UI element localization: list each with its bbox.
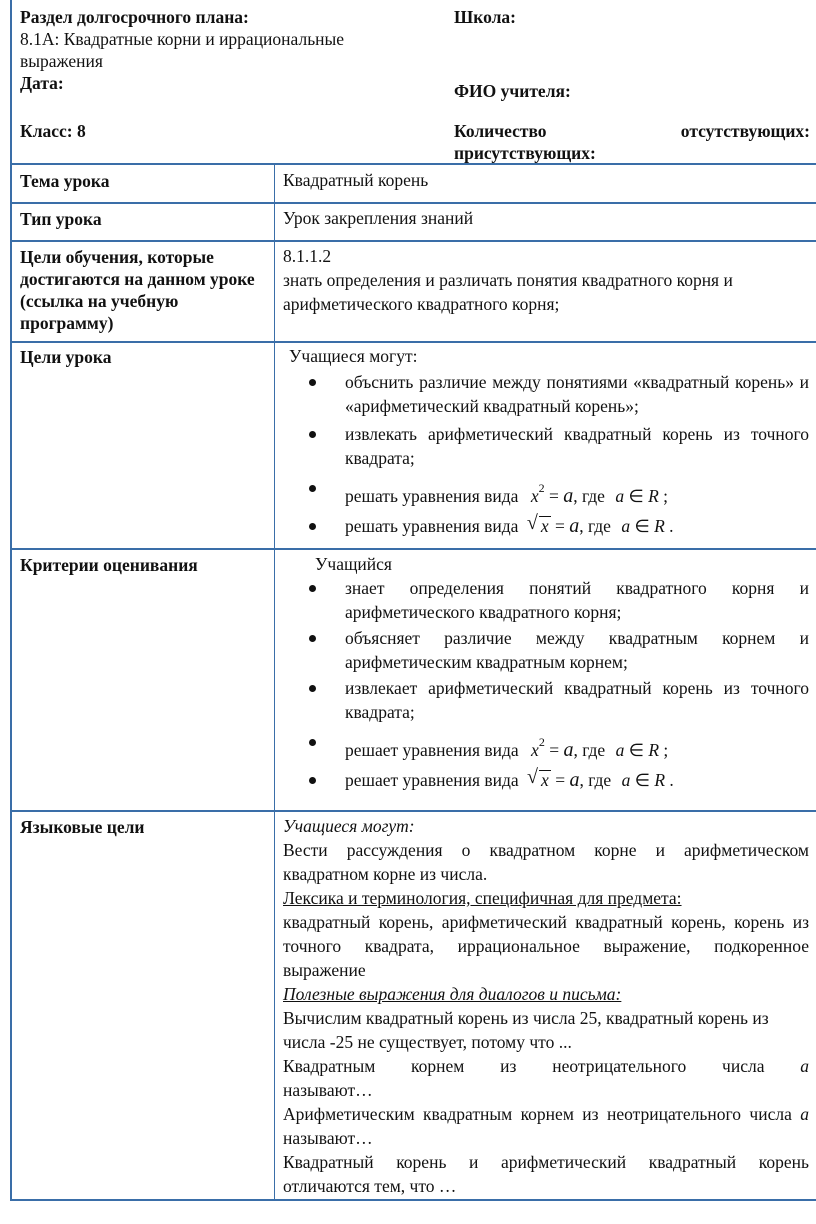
count-block — [454, 120, 810, 164]
language-intro: Учащиеся могут: — [283, 816, 415, 836]
type-value: Урок закрепления знаний — [283, 208, 474, 228]
phrase-2-end: называют… — [283, 1080, 373, 1100]
list-item: объснить различие между понятиями «квадратный корень» и «арифметический квадратный корень»; — [283, 370, 809, 418]
list-item: знает определения понятий квадратного корня и арифметического квадратного корня; — [283, 576, 809, 624]
objectives-label: Цели обучения, которые достигаются на данном уроке (ссылка на учебную программу) — [20, 247, 255, 333]
class-label: Класс: 8 — [20, 121, 86, 141]
phrase-4: Квадратный корень и арифметический квадратный корень отличаются тем, что … — [283, 1152, 809, 1196]
list-item: извлекает арифметический квадратный корень из точного квадрата; — [283, 676, 809, 724]
row-divider — [10, 341, 816, 343]
table-top-line — [10, 163, 816, 165]
vocab-heading: Лексика и терминология, специфичная для предмета: — [283, 888, 682, 908]
criteria-cell — [283, 552, 809, 792]
count-label-a: Количество — [454, 121, 547, 141]
phrase-2: Квадратным корнем из неотрицательного числа a — [283, 1056, 809, 1076]
row-divider — [10, 202, 816, 204]
date-label: Дата: — [20, 73, 64, 93]
school-label: Школа: — [454, 7, 516, 27]
criteria-label: Критерии оценивания — [20, 555, 198, 575]
objectives-text: знать определения и различать понятия квадратного корня и арифметического квадратного корня; — [283, 270, 733, 314]
section-value-line1: 8.1А: Квадратные корни и иррациональные — [20, 29, 345, 49]
section-label: Раздел долгосрочного плана: — [20, 7, 249, 27]
list-item: решает уравнения вида $x^2 = a$, где a ∈ R ; — [283, 730, 809, 762]
language-goals-label: Языковые цели — [20, 817, 145, 837]
count-label-present: присутствующих: — [454, 143, 596, 163]
row-divider — [10, 548, 816, 550]
section-block — [20, 6, 440, 94]
section-value-line2: выражения — [20, 51, 103, 71]
lesson-goals-list — [283, 370, 809, 538]
phrase-1: Вычислим квадратный корень из числа 25, квадратный корень из числа -25 не существует, потому что ... — [283, 1008, 769, 1052]
topic-value: Квадратный корень — [283, 170, 429, 190]
list-item: решает уравнения вида √ x = a, где a ∈ R . — [283, 768, 809, 792]
phrase-3: Арифметическим квадратным корнем из неотрицательного числа a называют… — [283, 1104, 810, 1148]
type-label: Тип урока — [20, 209, 102, 229]
row-divider — [10, 240, 816, 242]
lesson-goals-label: Цели урока — [20, 347, 112, 367]
criteria-list — [283, 576, 809, 792]
row-divider — [10, 810, 816, 812]
language-goals-cell — [283, 814, 809, 1198]
column-divider — [274, 163, 275, 1201]
phrases-heading: Полезные выражения для диалогов и письма: — [283, 984, 622, 1004]
vocab-text: квадратный корень, арифметический квадратный корень, корень из точного квадрата, иррациональное выражение, подкоренное выражение — [283, 912, 809, 980]
list-item: объясняет различие между квадратным корнем и арифметическим квадратным корнем; — [283, 626, 809, 674]
criteria-intro: Учащийся — [315, 554, 392, 574]
topic-label: Тема урока — [20, 171, 110, 191]
objectives-cell — [283, 244, 809, 316]
lesson-goals-cell — [283, 344, 809, 538]
lesson-goals-intro: Учащиеся могут: — [289, 346, 418, 366]
list-item: извлекать арифметический квадратный корень из точного квадрата; — [283, 422, 809, 470]
objectives-code: 8.1.1.2 — [283, 246, 332, 266]
teacher-label: ФИО учителя: — [454, 81, 571, 101]
language-p1: Вести рассуждения о квадратном корне и арифметическом квадратном корне из числа. — [283, 840, 809, 884]
list-item: решать уравнения вида √ x = a, где a ∈ R . — [283, 514, 809, 538]
list-item: решать уравнения вида $x^2 = a$, где a ∈ R ; — [283, 476, 809, 508]
count-label-b: отсутствующих: — [680, 121, 810, 141]
